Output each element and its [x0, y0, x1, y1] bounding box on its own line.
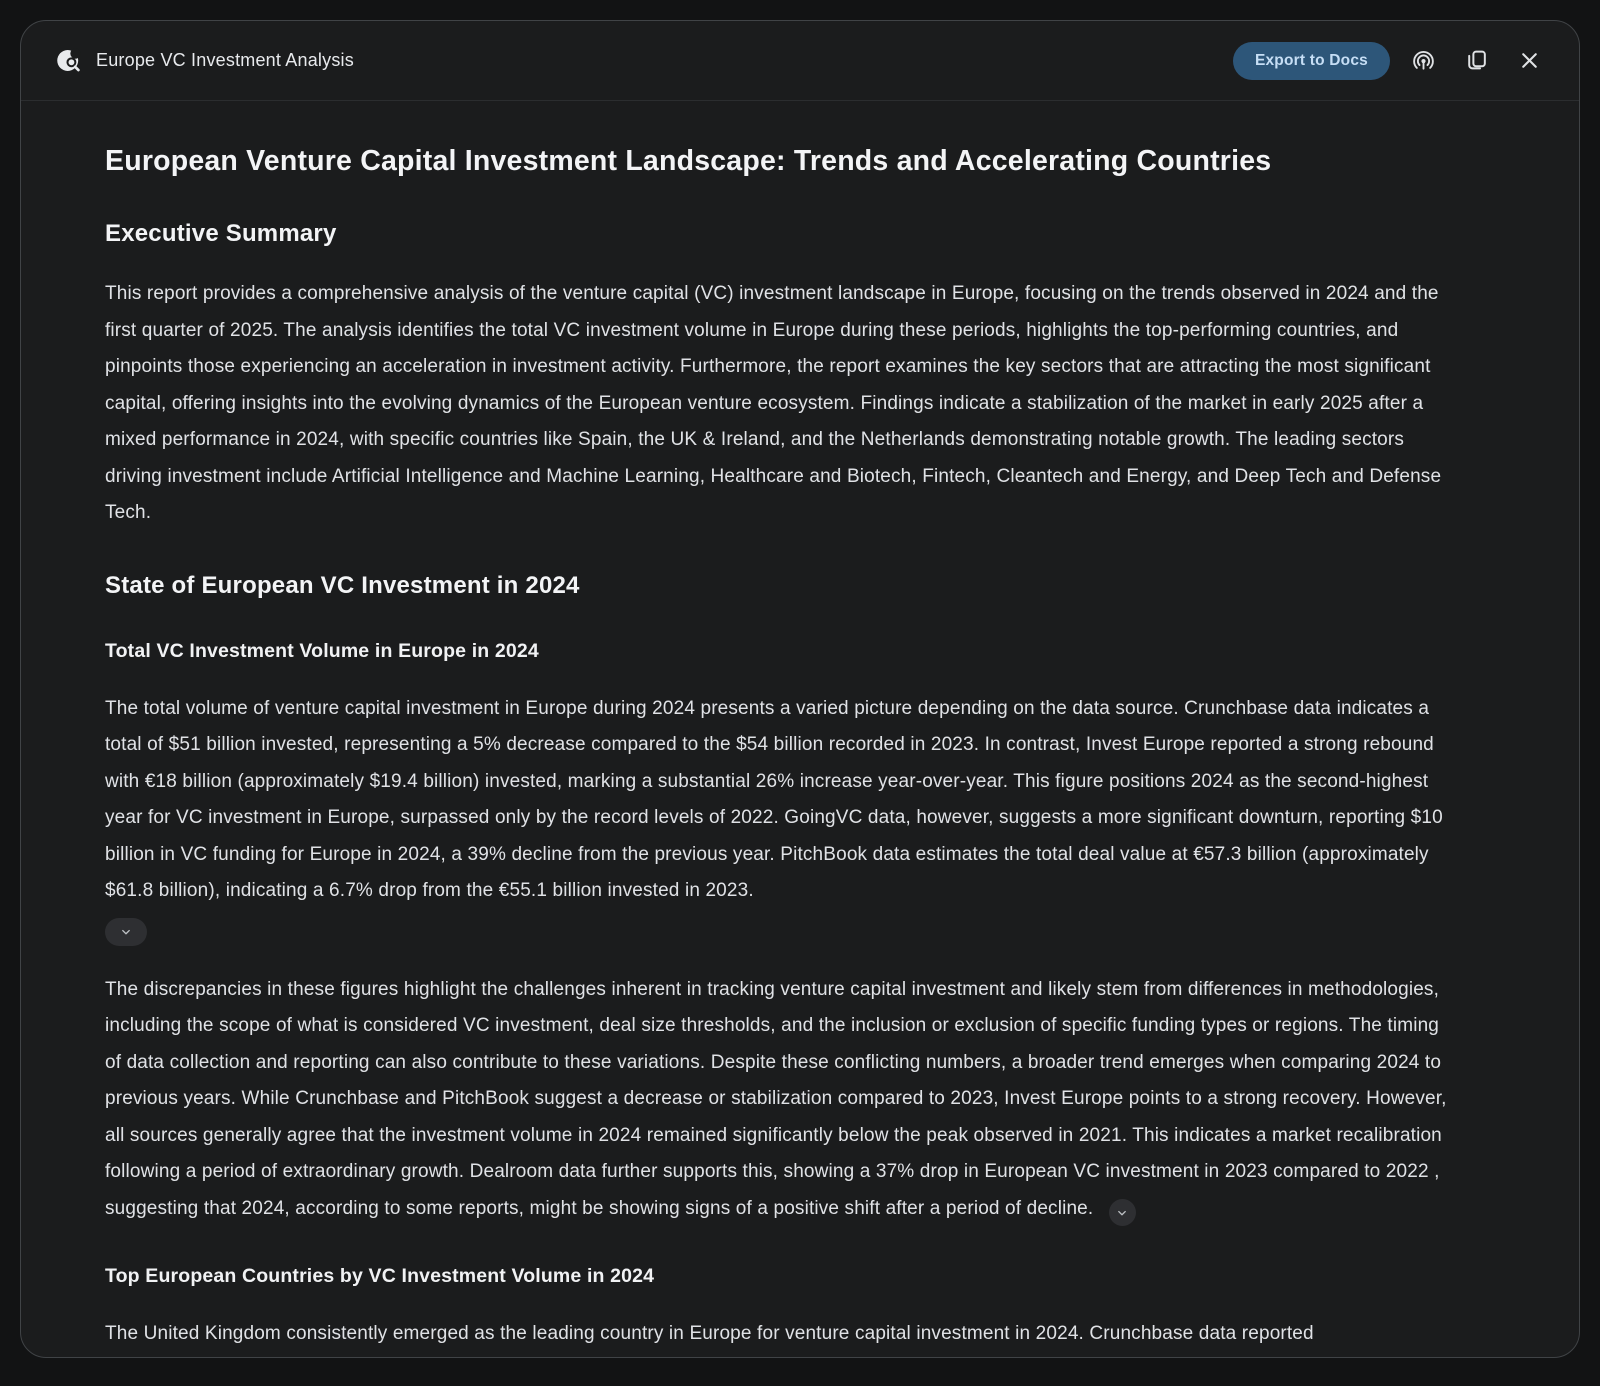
copy-icon — [1464, 48, 1489, 73]
section-heading-state-of-vc-2024: State of European VC Investment in 2024 — [105, 571, 580, 599]
expand-sources-button[interactable] — [105, 918, 147, 946]
subsection-heading-total-volume: Total VC Investment Volume in Europe in 2024 — [105, 639, 539, 662]
paragraph-discrepancies — [105, 972, 1447, 1228]
podcasts-button[interactable] — [1403, 41, 1443, 81]
panel-header — [21, 21, 1579, 101]
chevron-down-icon — [1115, 1206, 1129, 1220]
subsection-heading-top-countries: Top European Countries by VC Investment Volume in 2024 — [105, 1265, 655, 1287]
close-icon — [1517, 48, 1542, 73]
paragraph-executive-summary: This report provides a comprehensive analysis of the venture capital (VC) investment landscape in Europe, focusing on the trends observed in 2024 and the first quarter of 2025. The analysis identifies the total VC investment volume in Europe during these periods, highlights the top-performing countries, and pinpoints those experiencing an acceleration in investment activity. Furthermore, the report examines the key sectors that are attracting the most significant capital, offering insights into the evolving dynamics of the European venture ecosystem. Findings indicate a stabilization of the market in early 2025 after a mixed performance in 2024, with specific countries like Spain, the UK & Ireland, and the Netherlands demonstrating notable growth. The leading sectors driving investment include Artificial Intelligence and Machine Learning, Healthcare and Biotech, Fintech, Cleantech and Energy, and Deep Tech and Defense Tech. — [105, 283, 1442, 523]
podcasts-icon — [1411, 48, 1436, 73]
paragraph-top-countries: The United Kingdom consistently emerged as the leading country in Europe for venture capital investment in 2024. Crunchbase data reported — [105, 1323, 1314, 1344]
report-panel — [20, 20, 1580, 1358]
section-heading-executive-summary: Executive Summary — [105, 220, 337, 247]
close-button[interactable] — [1509, 41, 1549, 81]
page-title: European Venture Capital Investment Landscape: Trends and Accelerating Countries — [105, 145, 1272, 177]
paragraph-total-volume: The total volume of venture capital investment in Europe during 2024 presents a varied picture depending on the data source. Crunchbase data indicates a total of $51 billion invested, representing a 5% decrease compared to the $54 billion recorded in 2023. In contrast, Invest Europe reported a strong rebound with €18 billion (approximately $19.4 billion) invested, marking a substantial 26% increase year-over-year. This figure positions 2024 as the second-highest year for VC investment in Europe, surpassed only by the record levels of 2022. GoingVC data, however, suggests a more significant downturn, reporting $10 billion in VC funding for Europe in 2024, a 39% decline from the previous year. PitchBook data estimates the total deal value at €57.3 billion (approximately $61.8 billion), indicating a 6.7% drop from the €55.1 billion invested in 2023. — [105, 697, 1443, 901]
document-title: Europe VC Investment Analysis — [96, 50, 354, 70]
export-to-docs-button[interactable]: Export to Docs — [1233, 42, 1390, 80]
paragraph-discrepancies-text: The discrepancies in these figures highlight the challenges inherent in tracking venture capital investment and likely stem from differences in methodologies, including the scope of what is considered VC investment, deal size thresholds, and the inclusion or exclusion of specific funding types or regions. The timing of data collection and reporting can also contribute to these variations. Despite these conflicting numbers, a broader trend emerges when comparing 2024 to previous years. While Crunchbase and PitchBook suggest a decrease or stabilization compared to 2023, Invest Europe points to a strong recovery. However, all sources generally agree that the investment volume in 2024 remained significantly below the peak observed in 2021. This indicates a market recalibration following a period of extraordinary growth. Dealroom data further supports this, showing a 37% drop in European VC investment in 2023 compared to 2022 , suggesting that 2024, according to some reports, might be showing signs of a positive shift after a period of decline. — [105, 978, 1447, 1219]
expand-citations-button[interactable] — [1109, 1199, 1136, 1226]
header-title-group — [55, 47, 354, 74]
chevron-down-icon — [119, 925, 133, 939]
copy-button[interactable] — [1456, 41, 1496, 81]
deep-research-logo-icon — [55, 47, 82, 74]
document-body — [21, 143, 1579, 1358]
